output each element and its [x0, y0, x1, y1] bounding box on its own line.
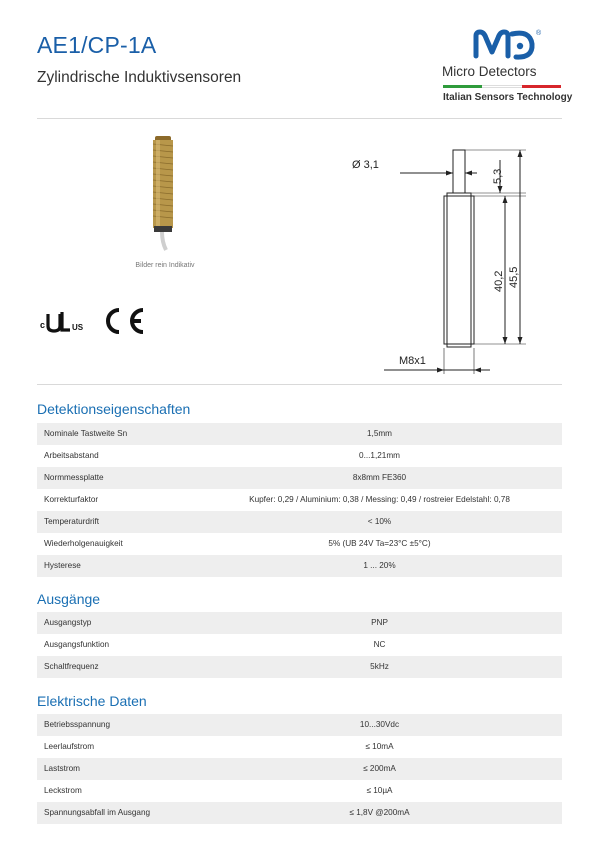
row-value: < 10% — [367, 517, 392, 526]
registered-mark: ® — [536, 30, 542, 37]
micro-detectors-logo — [440, 26, 573, 108]
logo-brand-name: Micro Detectors — [442, 64, 537, 79]
table-row — [37, 714, 562, 736]
header-divider — [37, 118, 562, 119]
table-row — [37, 467, 562, 489]
row-label: Wiederholgenauigkeit — [44, 539, 123, 548]
row-label: Leckstrom — [44, 786, 82, 795]
row-label: Ausgangsfunktion — [44, 640, 110, 649]
row-value: ≤ 10µA — [366, 786, 393, 795]
row-label: Laststrom — [44, 764, 80, 773]
table-row — [37, 489, 562, 511]
section-title-electrical: Elektrische Daten — [37, 693, 147, 709]
italian-flag-stripe — [443, 85, 561, 88]
row-label: Schaltfrequenz — [44, 662, 99, 671]
table-row — [37, 758, 562, 780]
dimension-top-label: 5,3 — [492, 168, 504, 184]
row-value: 8x8mm FE360 — [352, 473, 407, 482]
row-label: Temperaturdrift — [44, 517, 100, 526]
row-value: ≤ 10mA — [365, 742, 394, 751]
dimension-body-label: 40,2 — [493, 270, 505, 292]
logo-tagline: Italian Sensors Technology — [443, 92, 573, 103]
dimension-total-label: 45,5 — [508, 266, 520, 288]
product-photo — [140, 134, 190, 252]
photo-caption: Bilder rein Indikativ — [135, 262, 195, 269]
table-row — [37, 780, 562, 802]
drawing-divider — [37, 384, 562, 385]
table-row — [37, 612, 562, 634]
table-row — [37, 511, 562, 533]
row-value: 5% (UB 24V Ta=23°C ±5°C) — [328, 539, 431, 548]
row-value: 10...30Vdc — [359, 720, 400, 729]
row-value: NC — [373, 640, 386, 649]
row-label: Spannungsabfall im Ausgang — [44, 808, 151, 817]
dimension-drawing — [340, 140, 540, 380]
row-label: Leerlaufstrom — [44, 742, 95, 751]
svg-text:US: US — [72, 323, 84, 332]
row-value: 1 ... 20% — [363, 561, 396, 570]
row-label: Korrekturfaktor — [44, 495, 99, 504]
row-label: Hysterese — [44, 561, 81, 570]
table-row — [37, 656, 562, 678]
page-title: AE1/CP-1A — [37, 32, 157, 58]
row-value: Kupfer: 0,29 / Aluminium: 0,38 / Messing: 0,49 / rostreier Edelstahl: 0,78 — [249, 495, 510, 504]
table-row — [37, 533, 562, 555]
page-subtitle: Zylindrische Induktivsensoren — [37, 69, 242, 86]
table-row — [37, 445, 562, 467]
row-label: Normmessplatte — [44, 473, 104, 482]
row-value: ≤ 1,8V @200mA — [349, 808, 410, 817]
row-value: 5kHz — [370, 662, 389, 671]
row-label: Arbeitsabstand — [44, 451, 99, 460]
ul-listed-icon — [40, 312, 84, 332]
section-title-outputs: Ausgänge — [37, 591, 101, 607]
row-label: Ausgangstyp — [44, 618, 92, 627]
section-title-detection: Detektionseigenschaften — [37, 401, 191, 417]
thread-label: M8x1 — [399, 355, 426, 367]
table-row — [37, 802, 562, 824]
table-row — [37, 736, 562, 758]
row-label: Nominale Tastweite Sn — [44, 429, 128, 438]
table-row — [37, 555, 562, 577]
ce-mark-icon — [108, 310, 143, 332]
table-row — [37, 634, 562, 656]
row-value: 1,5mm — [366, 429, 393, 438]
certification-marks — [37, 298, 157, 340]
md-logo-mark-icon — [440, 26, 565, 66]
row-value: 0...1,21mm — [359, 451, 400, 460]
table-row — [37, 423, 562, 445]
row-value: ≤ 200mA — [363, 764, 396, 773]
row-label: Betriebsspannung — [44, 720, 111, 729]
row-value: PNP — [371, 618, 388, 627]
diameter-label: Ø 3,1 — [352, 159, 379, 171]
svg-text:c: c — [40, 320, 46, 330]
